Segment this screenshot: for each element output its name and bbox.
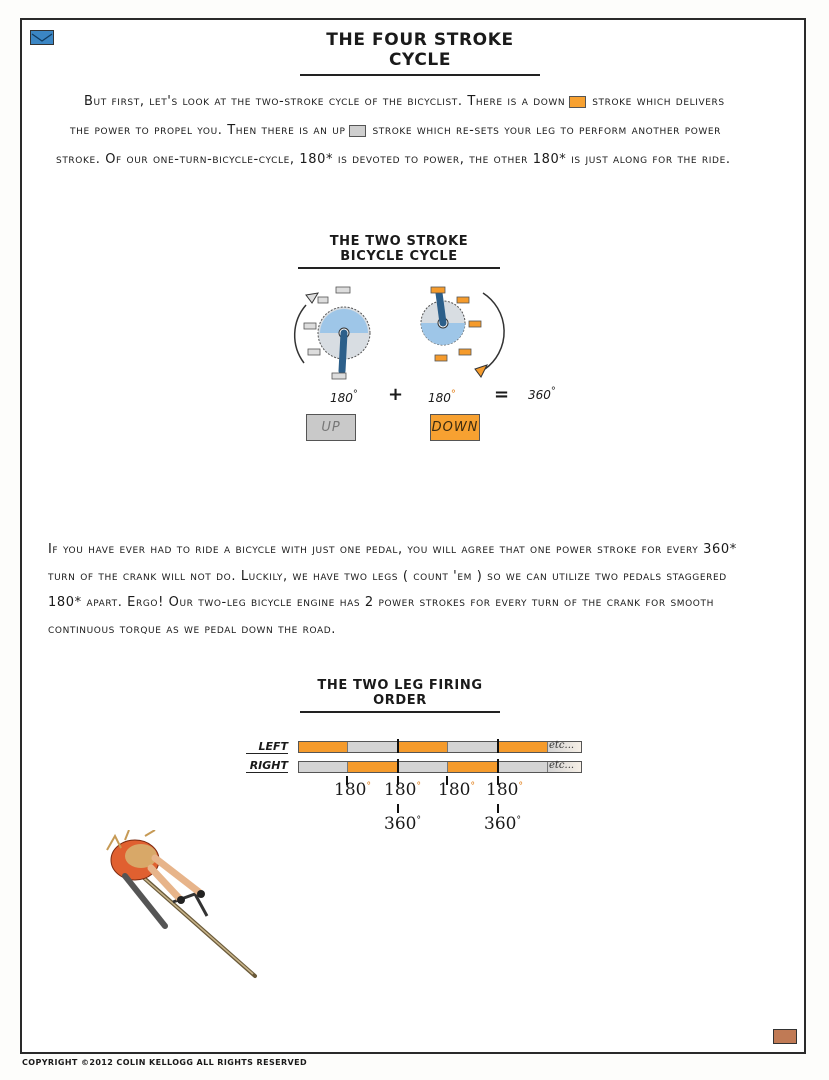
right-row-label-text: RIGHT xyxy=(249,759,288,772)
down-stroke-box: DOWN xyxy=(430,414,480,441)
intro-line-2 xyxy=(60,116,800,145)
left-etc-label: etc... xyxy=(549,740,575,751)
degree-sign: ° xyxy=(550,386,556,397)
cycle-divider xyxy=(497,739,499,753)
intro-line-1b: stroke which delivers xyxy=(592,94,725,109)
right-row-label-underline xyxy=(246,772,288,773)
power-stroke-segment xyxy=(398,742,448,752)
tick-label-360-value: 360 xyxy=(384,814,417,834)
up-stroke-crank-diagram xyxy=(280,283,385,383)
second-paragraph xyxy=(48,537,808,643)
tick-label-180 xyxy=(486,780,523,800)
degree-sign: ° xyxy=(366,781,371,792)
left-row-label-underline xyxy=(246,753,288,754)
return-stroke-segment xyxy=(448,742,498,752)
tick-label-180-value: 180 xyxy=(438,780,471,800)
degree-sign: ° xyxy=(416,815,421,826)
degree-sign: ° xyxy=(352,389,358,400)
tick-360 xyxy=(497,804,499,813)
up-stroke-box: UP xyxy=(306,414,356,441)
envelope-icon xyxy=(30,30,54,45)
power-stroke-segment xyxy=(498,742,548,752)
right-leg-bar xyxy=(298,761,582,773)
up-degrees-label xyxy=(330,389,358,405)
firing-order-title-text: THE TWO LEG FIRING ORDER xyxy=(317,678,483,708)
degree-sign: ° xyxy=(416,781,421,792)
page-title-text: THE FOUR STROKE CYCLE xyxy=(326,30,514,70)
copyright-notice: COPYRIGHT ©2012 COLIN KELLOGG ALL RIGHTS RESERVED xyxy=(22,1058,308,1067)
cycle-divider xyxy=(397,739,399,753)
power-stroke-segment xyxy=(348,762,398,772)
right-row-label xyxy=(246,759,288,773)
second-line-2: turn of the crank will not do. Luckily, we have two legs ( count 'em ) so we can utilize two pedals staggered xyxy=(48,568,727,584)
tick-label-180 xyxy=(438,780,475,800)
tick-label-180 xyxy=(384,780,421,800)
page-title xyxy=(300,30,540,76)
tick-label-360-value: 360 xyxy=(484,814,517,834)
return-stroke-segment xyxy=(398,762,448,772)
return-stroke-segment xyxy=(498,762,548,772)
intro-line-1 xyxy=(60,87,800,116)
tick-label-360 xyxy=(484,814,521,834)
title-underline xyxy=(300,74,540,76)
return-stroke-segment xyxy=(299,762,348,772)
down-swatch xyxy=(569,96,586,108)
second-line-3: 180* apart. Ergo! Our two-leg bicycle engine has 2 power strokes for every turn of the crank for smooth xyxy=(48,595,714,610)
down-stroke-crank-diagram xyxy=(405,283,510,383)
two-stroke-underline xyxy=(298,267,500,269)
cyclist-illustration xyxy=(95,830,265,980)
two-stroke-title xyxy=(298,234,500,269)
intro-paragraph xyxy=(56,87,800,174)
tick-label-180-value: 180 xyxy=(384,780,417,800)
intro-line-3: stroke. Of our one-turn-bicycle-cycle, 180* is devoted to power, the other 180* is just along for the ride. xyxy=(56,152,731,167)
return-stroke-segment xyxy=(348,742,398,752)
up-degrees-value: 180 xyxy=(330,391,353,405)
down-degrees-value: 180 xyxy=(428,391,451,405)
tick-label-180-value: 180 xyxy=(486,780,519,800)
total-degrees-label xyxy=(528,386,556,402)
corner-swatch-icon xyxy=(773,1029,797,1044)
tick-label-180 xyxy=(334,780,371,800)
degree-sign: ° xyxy=(450,389,456,400)
intro-line-2b: stroke which re-sets your leg to perform another power xyxy=(372,123,722,138)
left-row-label xyxy=(246,740,288,754)
left-leg-bar xyxy=(298,741,582,753)
degree-sign: ° xyxy=(470,781,475,792)
intro-line-2a: the power to propel you. Then there is an up xyxy=(70,123,346,138)
power-stroke-segment xyxy=(299,742,348,752)
cycle-divider xyxy=(397,759,399,773)
second-line-1: If you have ever had to ride a bicycle with just one pedal, you will agree that one power stroke for every 360* xyxy=(48,542,737,557)
down-degrees-label xyxy=(428,389,456,405)
total-degrees-value: 360 xyxy=(528,388,551,402)
firing-order-title xyxy=(300,678,500,713)
right-etc-label: etc... xyxy=(549,760,575,771)
equals-sign: = xyxy=(494,384,510,405)
cycle-divider xyxy=(497,759,499,773)
firing-order-underline xyxy=(300,711,500,713)
second-line-4: continuous torque as we pedal down the road. xyxy=(48,621,336,637)
degree-sign: ° xyxy=(518,781,523,792)
power-stroke-segment xyxy=(448,762,498,772)
intro-line-1a: But first, let's look at the two-stroke cycle of the bicyclist. There is a down xyxy=(84,94,566,109)
left-row-label-text: LEFT xyxy=(258,740,288,753)
tick-360 xyxy=(397,804,399,813)
two-stroke-title-text: THE TWO STROKE BICYCLE CYCLE xyxy=(329,234,469,264)
up-swatch xyxy=(349,125,366,137)
tick-label-360 xyxy=(384,814,421,834)
tick-label-180-value: 180 xyxy=(334,780,367,800)
plus-sign: + xyxy=(388,384,404,405)
degree-sign: ° xyxy=(516,815,521,826)
